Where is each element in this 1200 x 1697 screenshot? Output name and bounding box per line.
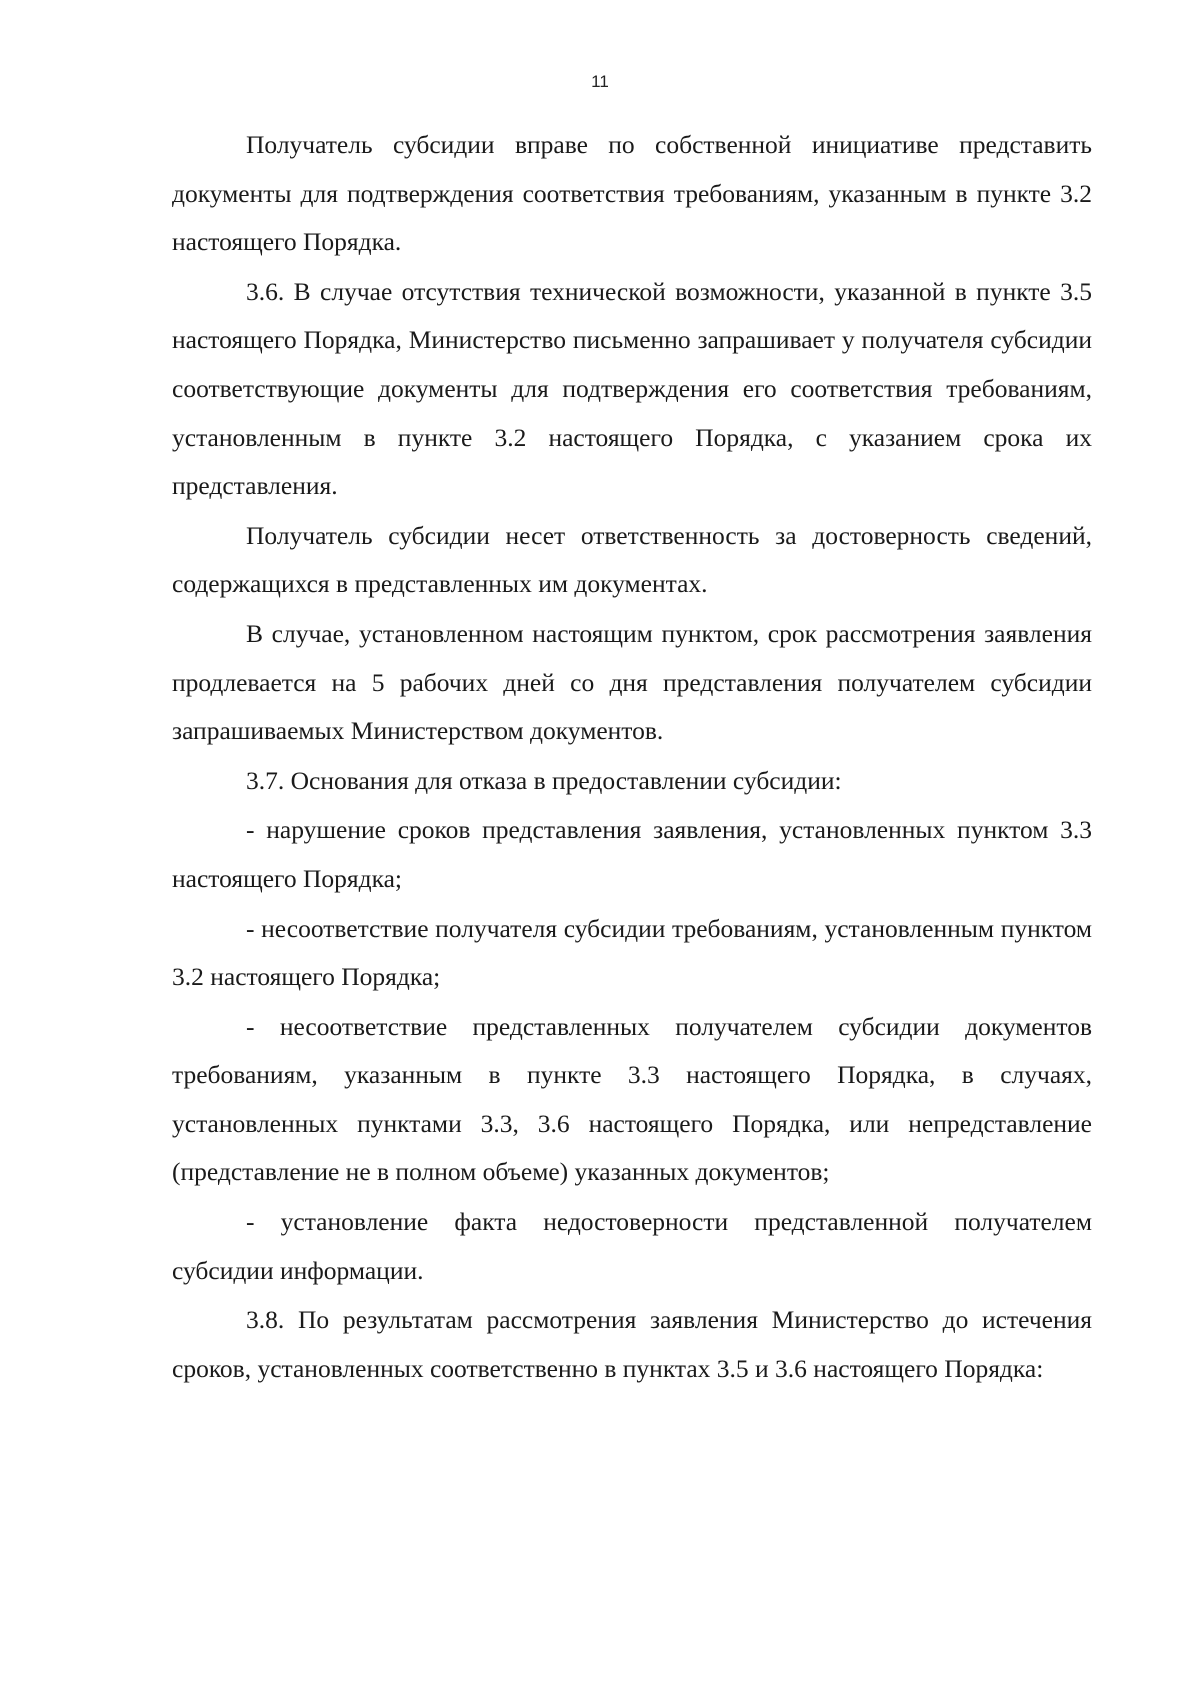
- paragraph-responsibility: Получатель субсидии несет ответственность за достоверность сведений, содержащихся в представленных им документах.: [172, 520, 1092, 599]
- page-number: 11: [591, 72, 609, 91]
- paragraph-recipient-right: Получатель субсидии вправе по собственной инициативе представить документы для подтверждения соответствия требованиям, указанным в пункте 3.2 настоящего Порядка.: [172, 130, 1092, 257]
- paragraph-3-7-heading: 3.7. Основания для отказа в предоставлении субсидии:: [246, 765, 842, 795]
- paragraph-3-6: 3.6. В случае отсутствия технической возможности, указанной в пункте 3.5 настоящего Порядка, Министерство письменно запрашивает у получателя субсидии соответствующие документы для подтверждения его соответствия требованиям, установленным в пункте 3.2 настоящего Порядка, с указанием срока их представления.: [172, 276, 1092, 501]
- paragraph-3-8: 3.8. По результатам рассмотрения заявления Министерство до истечения сроков, установленных соответственно в пунктах 3.5 и 3.6 настоящего Порядка:: [172, 1305, 1092, 1383]
- list-item-requirements-mismatch: - несоответствие получателя субсидии требованиям, установленным пунктом 3.2 настоящего Порядка;: [172, 913, 1092, 992]
- paragraph-extension: В случае, установленном настоящим пунктом, срок рассмотрения заявления продлевается на 5 рабочих дней со дня представления получателем субсидии запрашиваемых Министерством документов.: [172, 618, 1092, 746]
- list-item-deadline-violation: - нарушение сроков представления заявления, установленных пунктом 3.3 настоящего Порядка;: [172, 815, 1092, 893]
- list-item-false-information: - установление факта недостоверности представленной получателем субсидии информации.: [172, 1207, 1092, 1285]
- document-body: [172, 121, 1092, 1394]
- list-item-documents-mismatch: - несоответствие представленных получателем субсидии документов требованиям, указанным в пункте 3.3 настоящего Порядка, в случаях, установленных пунктами 3.3, 3.6 настоящего Порядка, или непредставление (представление не в полном объеме) указанных документов;: [172, 1011, 1092, 1187]
